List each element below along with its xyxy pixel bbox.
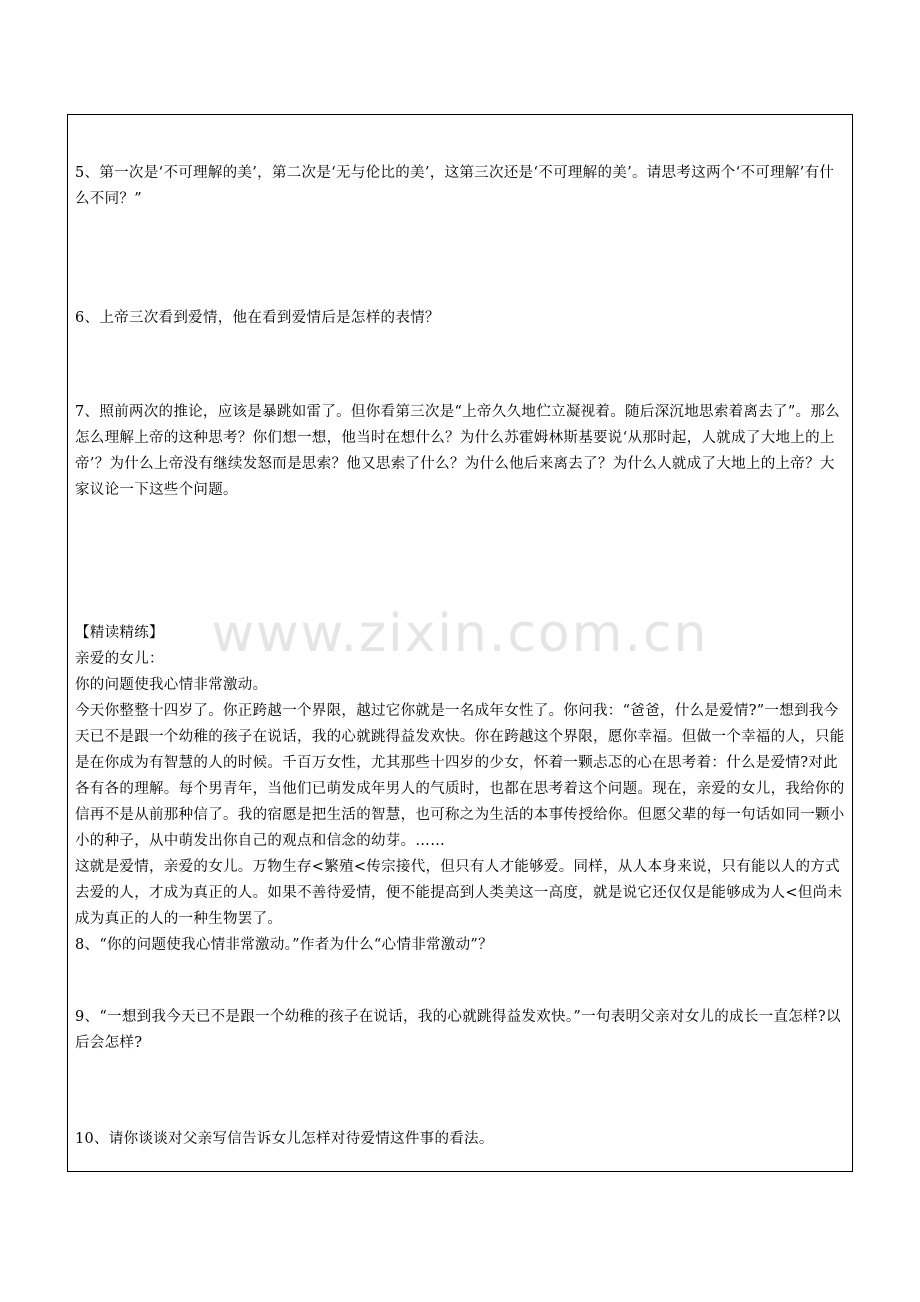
question-10: 10、请你谈谈对父亲写信告诉女儿怎样对待爱情这件事的看法。: [75, 1131, 494, 1147]
question-8: 8、“你的问题使我心情非常激动。”作者为什么“心情非常激动”？: [75, 937, 493, 953]
question-7: 7、照前两次的推论，应该是暴跳如雷了。但你看第三次是“上帝久久地伫立凝视着。随后深沉地思索着离去了”。那么怎么理解上帝的这种思考？你们想一想，他当时在想什么？为什么苏霍姆林斯基要说‘从那时起，人就成了大地上的上帝’？为什么上帝没有继续发怒而是思索？他又思索了什么？为什么他后来离去了？为什么人就成了大地上的上帝？大家议论一下这些个问题。: [75, 404, 840, 498]
question-5: 5、第一次是‘不可理解的美’，第二次是‘无与伦比的美’，这第三次还是‘不可理解的美’。请思考这两个‘不可理解’有什么不同？”: [75, 165, 835, 207]
letter-salutation: 亲爱的女儿：: [75, 651, 164, 667]
letter-paragraph-1: 你的问题使我心情非常激动。: [75, 677, 268, 693]
letter-paragraph-2: 今天你整整十四岁了。你正跨越一个界限，越过它你就是一名成年女性了。你问我：“爸爸，什么是爱情?”一想到我今天已不是跟一个幼稚的孩子在说话，我的心就跳得益发欢快。你在跨越这个界限，愿你幸福。但做一个幸福的人，只能是在你成为有智慧的人的时候。千百万女性，尤其那些十四岁的少女，怀着一颗忐忑的心在思考着：什么是爱情?对此各有各的理解。每个男青年，当他们已萌发成年男人的气质时，也都在思考着这个问题。现在，亲爱的女儿，我给你的信再不是从前那种信了。我的宿愿是把生活的智慧，也可称之为生活的本事传授给你。但愿父辈的每一句话如同一颗小小的种子，从中萌发出你自己的观点和信念的幼芽。……: [75, 703, 845, 849]
question-9: 9、“一想到我今天已不是跟一个幼稚的孩子在说话，我的心就跳得益发欢快。”一句表明父亲对女儿的成长一直怎样?以后会怎样?: [75, 1009, 841, 1051]
watermark: www.zixin.com.cn: [211, 604, 709, 664]
reading-section: [75, 620, 847, 958]
letter-paragraph-3: 这就是爱情，亲爱的女儿。万物生存<繁殖<传宗接代，但只有人才能够爱。同样，从人本身来说，只有能以人的方式去爱的人，才成为真正的人。如果不善待爱情，便不能提高到人类美这一高度，就是说它还仅仅是能够成为人<但尚未成为真正的人的一种生物罢了。: [75, 859, 843, 927]
question-6: 6、上帝三次看到爱情，他在看到爱情后是怎样的表情？: [75, 310, 440, 326]
reading-heading: 【精读精练】: [75, 625, 164, 641]
